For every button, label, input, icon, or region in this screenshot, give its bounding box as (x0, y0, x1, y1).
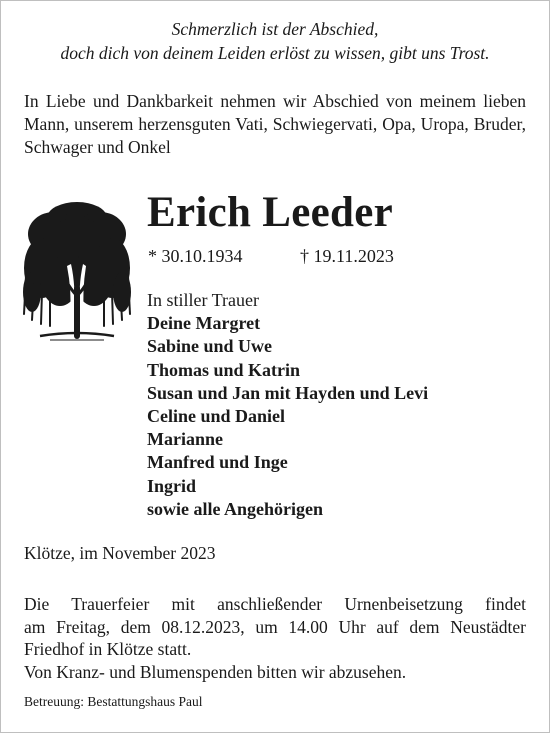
mourner-line: Deine Margret (147, 313, 261, 334)
service-info (24, 593, 526, 683)
place-and-date: Klötze, im November 2023 (24, 543, 216, 563)
weeping-willow-tree-icon (20, 196, 134, 346)
mourner-line: Ingrid (147, 475, 197, 496)
motto-line-2: doch dich von deinem Leiden erlöst zu wissen, gibt uns Trost. (60, 43, 490, 63)
mourner-line: Thomas und Katrin (147, 359, 301, 380)
mourner-line: Manfred und Inge (147, 452, 288, 473)
mourner-line: Susan und Jan mit Hayden und Levi (147, 382, 429, 403)
mourners-block (147, 289, 428, 521)
mourner-line: Celine und Daniel (147, 406, 286, 427)
service-line-2: am Freitag, dem 08.12.2023, um 14.00 Uhr auf dem Neustädter (24, 616, 526, 637)
mourning-lead: In stiller Trauer (147, 290, 259, 310)
birth-date: * 30.10.1934 (148, 246, 243, 266)
motto (0, 17, 550, 65)
mourner-line: sowie alle Angehörigen (147, 498, 323, 519)
service-line-3: Friedhof in Klötze statt. (24, 639, 192, 660)
funeral-home-credit: Betreuung: Bestattungshaus Paul (24, 694, 203, 709)
mourner-line: Marianne (147, 429, 223, 450)
service-line-4: Von Kranz- und Blumenspenden bitten wir abzusehen. (24, 661, 407, 682)
intro-text: In Liebe und Dankbarkeit nehmen wir Abschied von meinem lieben Mann, unserem herzensguten Vati, Schwiegervati, Opa, Uropa, Bruder, Schwager und Onkel (24, 91, 526, 157)
deceased-name: Erich Leeder (147, 189, 393, 236)
motto-line-1: Schmerzlich ist der Abschied, (171, 19, 379, 39)
service-line-1: Die Trauerfeier mit anschließender Urnenbeisetzung findet (24, 594, 526, 614)
death-date: † 19.11.2023 (300, 246, 394, 266)
mourner-line: Sabine und Uwe (147, 336, 273, 357)
